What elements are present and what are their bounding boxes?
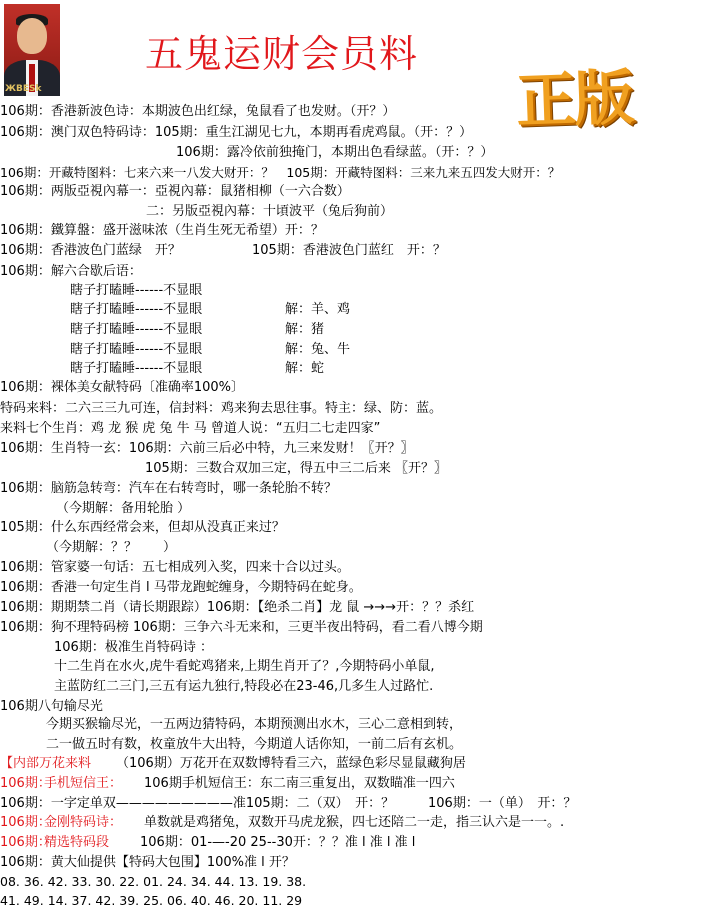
proverb-answer: 解：蛇 [285, 361, 325, 376]
number-row: 41. 49. 14. 37. 42. 39. 25. 06. 40. 46. 20. 11. 29 [0, 893, 303, 908]
text-line: 二一做五时有数，枚童放牛大出特，今期道人话你知，一前二后有玄机。 [46, 737, 463, 752]
text-line: （今期解：备用轮胎 ） [56, 501, 191, 516]
text-line: 106期：黄大仙提供【特码大包围】100%准 l 开？ [0, 855, 295, 870]
proverb-line: 瞎子打瞌睡------不显眼 [70, 322, 203, 337]
text-line: 特码来料：二六三三九可连，信封料：鸡来狗去思往事。特主：绿、防：蓝。 [0, 401, 443, 416]
text-line: 106期：脑筋急转弯：汽车在右转弯时，哪一条轮胎不转？ [0, 481, 337, 496]
proverb-answer: 解：兔、牛 [285, 342, 351, 357]
text-line: （106期）万花开在双数博特看三六，蓝绿色彩尽显鼠藏狗居 [116, 756, 466, 771]
text-line: 106期：狗不理特码榜 106期：三争六斗无来和，三更半夜出特码，看二看八博今期 [0, 620, 483, 635]
text-line: 106期：香港新波色诗：本期波色出红绿，兔鼠看了也发财。（开？） [0, 104, 396, 119]
text-line: 106期：两版亞視內幕一：亞視內幕：鼠猪相柳（一六合数） [0, 184, 350, 199]
text-line: 106期：一字定单双—————————准105期：二（双） 开：？ [0, 796, 395, 811]
text-line: 单数就是鸡猪兔，双数开马虎龙猴，四七还陪二一走，指三认六是一一。. [144, 815, 565, 830]
proverb-line: 瞎子打瞌睡------不显眼 [70, 342, 203, 357]
red-heading: 【内部万花来料 [0, 756, 92, 771]
proverb-line: 瞎子打瞌睡------不显眼 [70, 283, 203, 298]
text-line: 106期：裸体美女献特码〔准确率100%〕 [0, 380, 244, 395]
number-row: 08. 36. 42. 33. 30. 22. 01. 24. 34. 44. 13. 19. 38. [0, 874, 307, 889]
text-line: 105期：什么东西经常会来，但却从没真正来过？ [0, 520, 285, 535]
text-line: 106期：开藏特图料：七来六来一八发大财开：？ 105期：开藏特图料：三来九来五四发大财开：？ [0, 165, 561, 180]
avatar-photo [4, 4, 60, 96]
text-line: 106期：一（单） 开：？ [428, 796, 577, 811]
text-line: 106期：香港波色门蓝绿 开？ [0, 243, 181, 258]
text-line: 106期手机短信王：东二南三重复出，双数瞄准一四六 [144, 776, 455, 791]
zhengban-stamp: 正版 [514, 62, 634, 137]
text-line: 十二生肖在水火,虎牛看蛇鸡猪来,上期生肖开了？,今期特码小单鼠, [54, 659, 435, 674]
page-title: 五鬼运财会员料 [145, 32, 419, 76]
text-line: （今期解：？？ ） [46, 540, 177, 555]
red-heading: 精选特码段 [44, 835, 110, 850]
text-line: 106期：生肖特一玄：106期：六前三后必中特，九三来发财！〖开？〗 [0, 441, 414, 456]
text-line: 今期买猴输尽光，一五两边猜特码，本期预测出水木，三心二意相到转， [46, 717, 463, 732]
text-line: 105期：香港波色门蓝红 开：？ [252, 243, 446, 258]
photo-face [17, 18, 47, 54]
red-heading: 手机短信王： [44, 776, 123, 791]
text-line: 二：另版亞視內幕：十頃波平（兔后狗前） [146, 204, 394, 219]
proverb-answer: 解：猪 [285, 322, 325, 337]
text-line: 来料七个生肖：鸡 龙 猴 虎 兔 牛 马 曾道人说：“五归二七走四家” [0, 421, 381, 436]
text-line: 106期：澳门双色特码诗：105期：重生江湖见七九，本期再看虎鸡鼠。（开：？） [0, 125, 473, 140]
red-heading: 106期： [0, 835, 51, 850]
proverb-line: 瞎子打瞌睡------不显眼 [70, 302, 203, 317]
text-line: 106期：期期禁二肖（请长期跟踪）106期：【绝杀二肖】龙 鼠 →→→开：？？杀红 [0, 600, 475, 615]
text-line: 106期：解六合歇后语： [0, 264, 142, 279]
proverb-line: 瞎子打瞌睡------不显眼 [70, 361, 203, 376]
text-line: 106期八句输尽光 [0, 699, 103, 714]
red-heading: 106期： [0, 815, 51, 830]
proverb-answer: 解：羊、鸡 [285, 302, 351, 317]
text-line: 106期：01-—-20 25--30开：？？准 l 准 l 准 l [140, 835, 416, 850]
text-line: 106期：露冷依前独掩门，本期出色看绿蓝。（开：？） [176, 145, 494, 160]
text-line: 106期：管家婆一句话：五七相成列入奖，四来十合以过头。 [0, 560, 350, 575]
text-line: 105期：三数合双加三定，得五中三二后来 〖开？〗 [145, 461, 447, 476]
text-line: 主蓝防红二三门,三五有运九独行,特段必在23-46,几多生人过路忙. [54, 679, 434, 694]
red-heading: 106期： [0, 776, 51, 791]
red-heading: 金刚特码诗： [44, 815, 123, 830]
text-line: 106期：极准生肖特码诗 ： [54, 640, 213, 655]
text-line: 106期：鐵算盤：盛开滋味浓（生肖生死无希望）开：？ [0, 223, 324, 238]
text-line: 106期：香港一句定生肖 l 马带龙跑蛇缠身，今期特码在蛇身。 [0, 580, 362, 595]
photo-watermark: ЖВЕSk [5, 84, 42, 94]
